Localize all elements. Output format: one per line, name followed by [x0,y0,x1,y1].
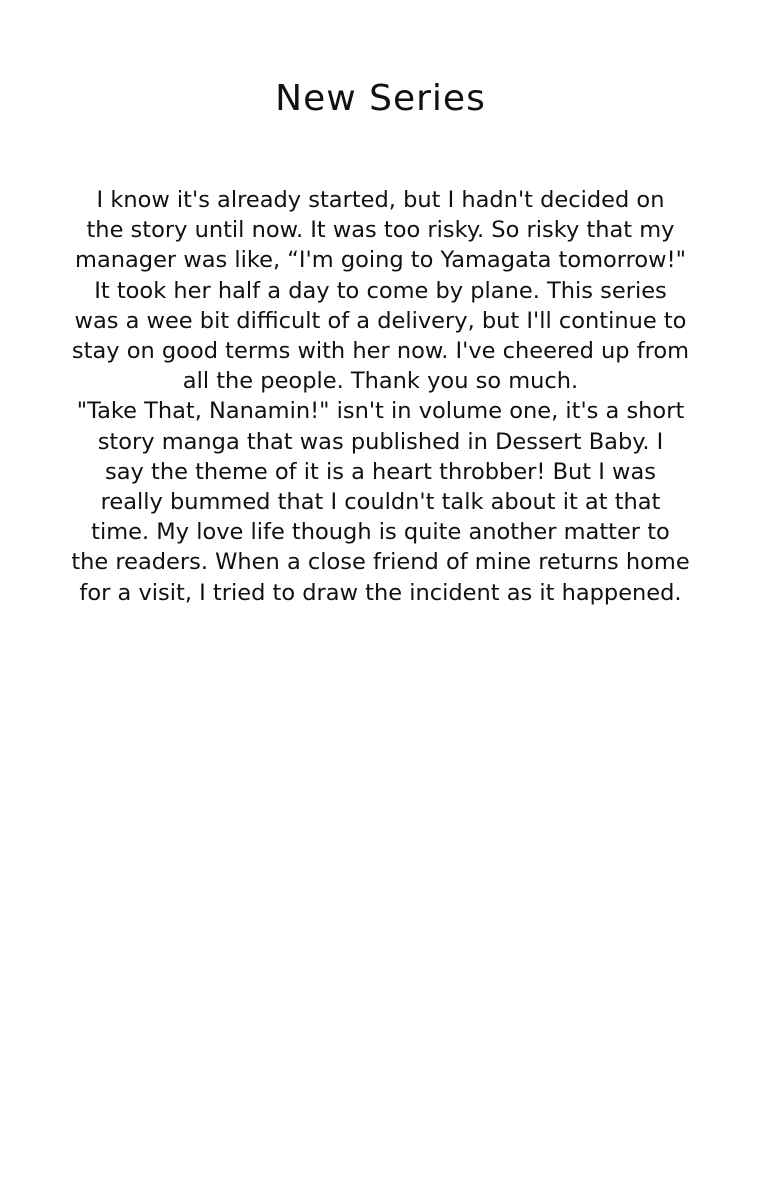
page-title: New Series [275,78,486,119]
text-line: all the people. Thank you so much. [182,368,579,395]
text-line: story manga that was published in Dessert Baby. I [97,428,664,455]
text-line: say the theme of it is a heart throbber! But I was [105,458,656,485]
text-line: "Take That, Nanamin!" isn't in volume one, it's a short [76,398,685,425]
text-line: I know it's already started, but I hadn't decided on [96,187,665,213]
text-line: It took her half a day to come by plane. This series [94,277,667,304]
text-line: was a wee bit difficult of a delivery, but I'll continue to [74,307,687,334]
text-line: time. My love life though is quite another matter to [91,519,670,546]
text-line: stay on good terms with her now. I've cheered up from [71,338,690,365]
text-line: for a visit, I tried to draw the incident as it happened. [79,579,682,606]
text-line: the story until now. It was too risky. So risky that my [86,217,675,244]
text-line: the readers. When a close friend of mine returns home [71,549,690,576]
text-line: really bummed that I couldn't talk about it at that [100,489,661,516]
author-note-text [48,185,713,608]
text-line: manager was like, “I'm going to Yamagata tomorrow!" [75,247,686,274]
